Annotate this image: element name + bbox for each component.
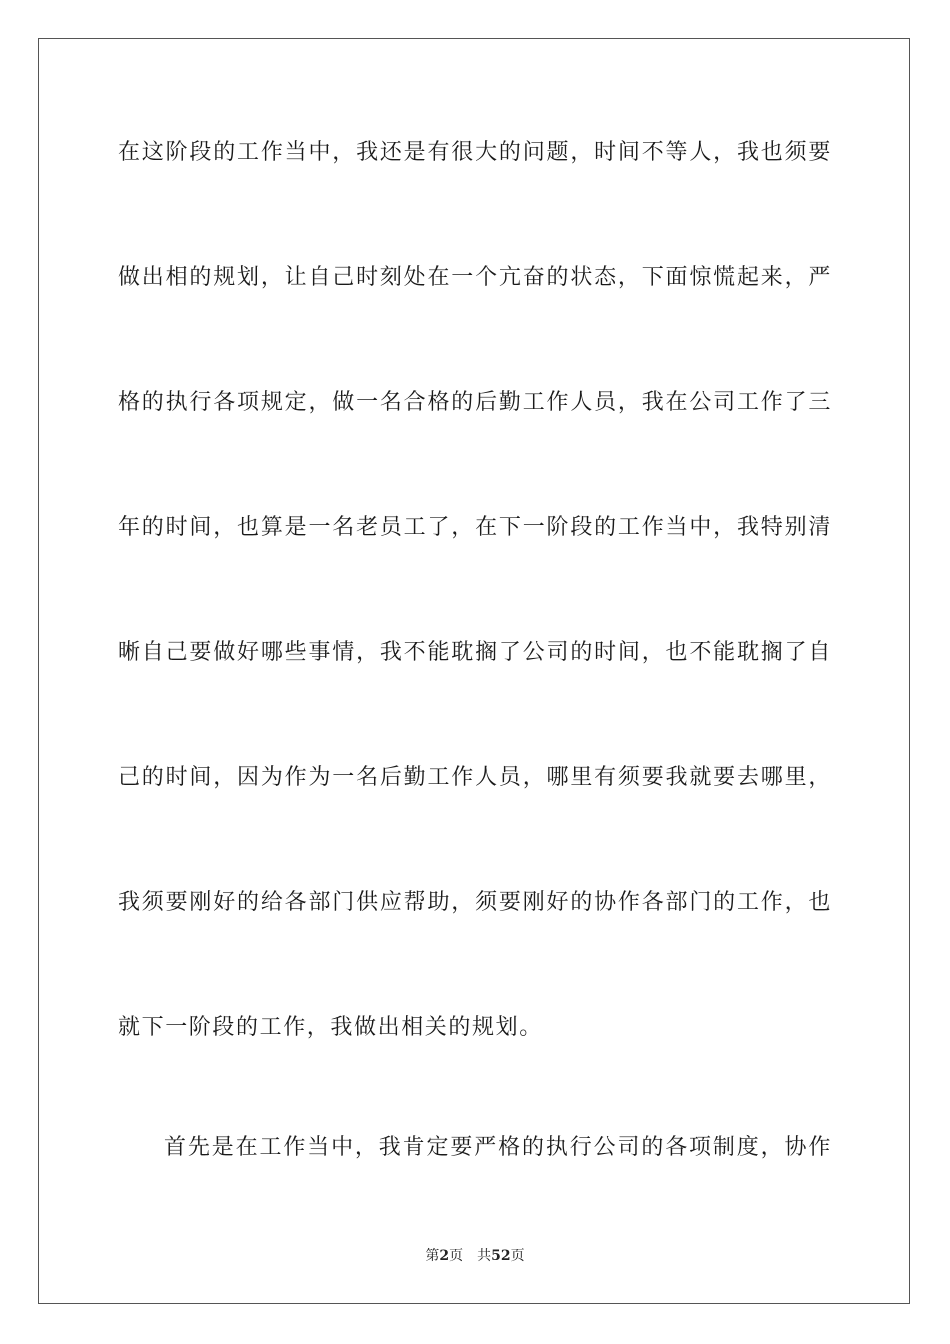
- total-label-suffix: 页: [510, 1248, 525, 1264]
- body-line-7: 我须要刚好的给各部门供应帮助，须要刚好的协作各部门的工作，也: [118, 890, 832, 915]
- body-line-8: 就下一阶段的工作，我做出相关的规划。: [118, 1015, 543, 1040]
- page-footer: [0, 1246, 950, 1266]
- page-border: [38, 38, 910, 1304]
- body-line-3: 格的执行各项规定，做一名合格的后勤工作人员，我在公司工作了三: [118, 390, 832, 415]
- page-label-prefix: 第: [425, 1248, 440, 1264]
- total-pages: 52: [491, 1248, 511, 1264]
- body-line-1: 在这阶段的工作当中，我还是有很大的问题，时间不等人，我也须要: [118, 140, 832, 165]
- body-line-9-paragraph-start: 首先是在工作当中，我肯定要严格的执行公司的各项制度，协作: [164, 1135, 832, 1160]
- page-number: 2: [439, 1248, 450, 1264]
- body-line-5: 晰自己要做好哪些事情，我不能耽搁了公司的时间，也不能耽搁了自: [118, 640, 832, 665]
- page-label-suffix: 页: [449, 1248, 464, 1264]
- body-line-2: 做出相的规划，让自己时刻处在一个亢奋的状态，下面惊慌起来，严: [118, 265, 832, 290]
- body-line-4: 年的时间，也算是一名老员工了，在下一阶段的工作当中，我特别清: [118, 515, 832, 540]
- total-label-prefix: 共: [477, 1248, 492, 1264]
- body-line-6: 己的时间，因为作为一名后勤工作人员，哪里有须要我就要去哪里，: [118, 765, 832, 790]
